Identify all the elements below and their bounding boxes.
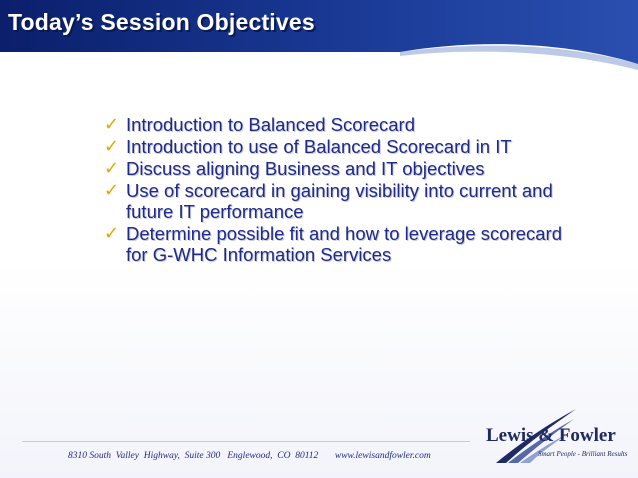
checkmark-icon: ✓ [104, 136, 120, 157]
company-tagline: Smart People - Brilliant Results [538, 450, 628, 458]
objective-text: Discuss aligning Business and IT objectives [126, 158, 485, 179]
footer-divider [22, 441, 470, 442]
objective-text: Introduction to Balanced Scorecard [126, 114, 415, 135]
footer-address: 8310 South Valley Highway, Suite 300 Englewood, CO 80112 www.lewisandfowler.com [68, 451, 431, 461]
checkmark-icon: ✓ [104, 114, 120, 135]
checkmark-icon: ✓ [104, 223, 120, 244]
objective-item [104, 223, 574, 265]
objective-item [104, 158, 574, 179]
objectives-list [104, 114, 574, 266]
checkmark-icon: ✓ [104, 158, 120, 179]
slide-title: Today’s Session Objectives [8, 9, 315, 35]
objective-item [104, 136, 574, 157]
objective-item [104, 180, 574, 222]
objective-text: Introduction to use of Balanced Scorecard in IT [126, 136, 512, 157]
objective-item [104, 114, 574, 135]
objective-text: Determine possible fit and how to leverage scorecard for G-WHC Information Services [126, 223, 563, 265]
checkmark-icon: ✓ [104, 180, 120, 201]
company-logo-name: Lewis & Fowler [486, 425, 616, 446]
objective-text: Use of scorecard in gaining visibility into current and future IT performance [126, 180, 553, 222]
